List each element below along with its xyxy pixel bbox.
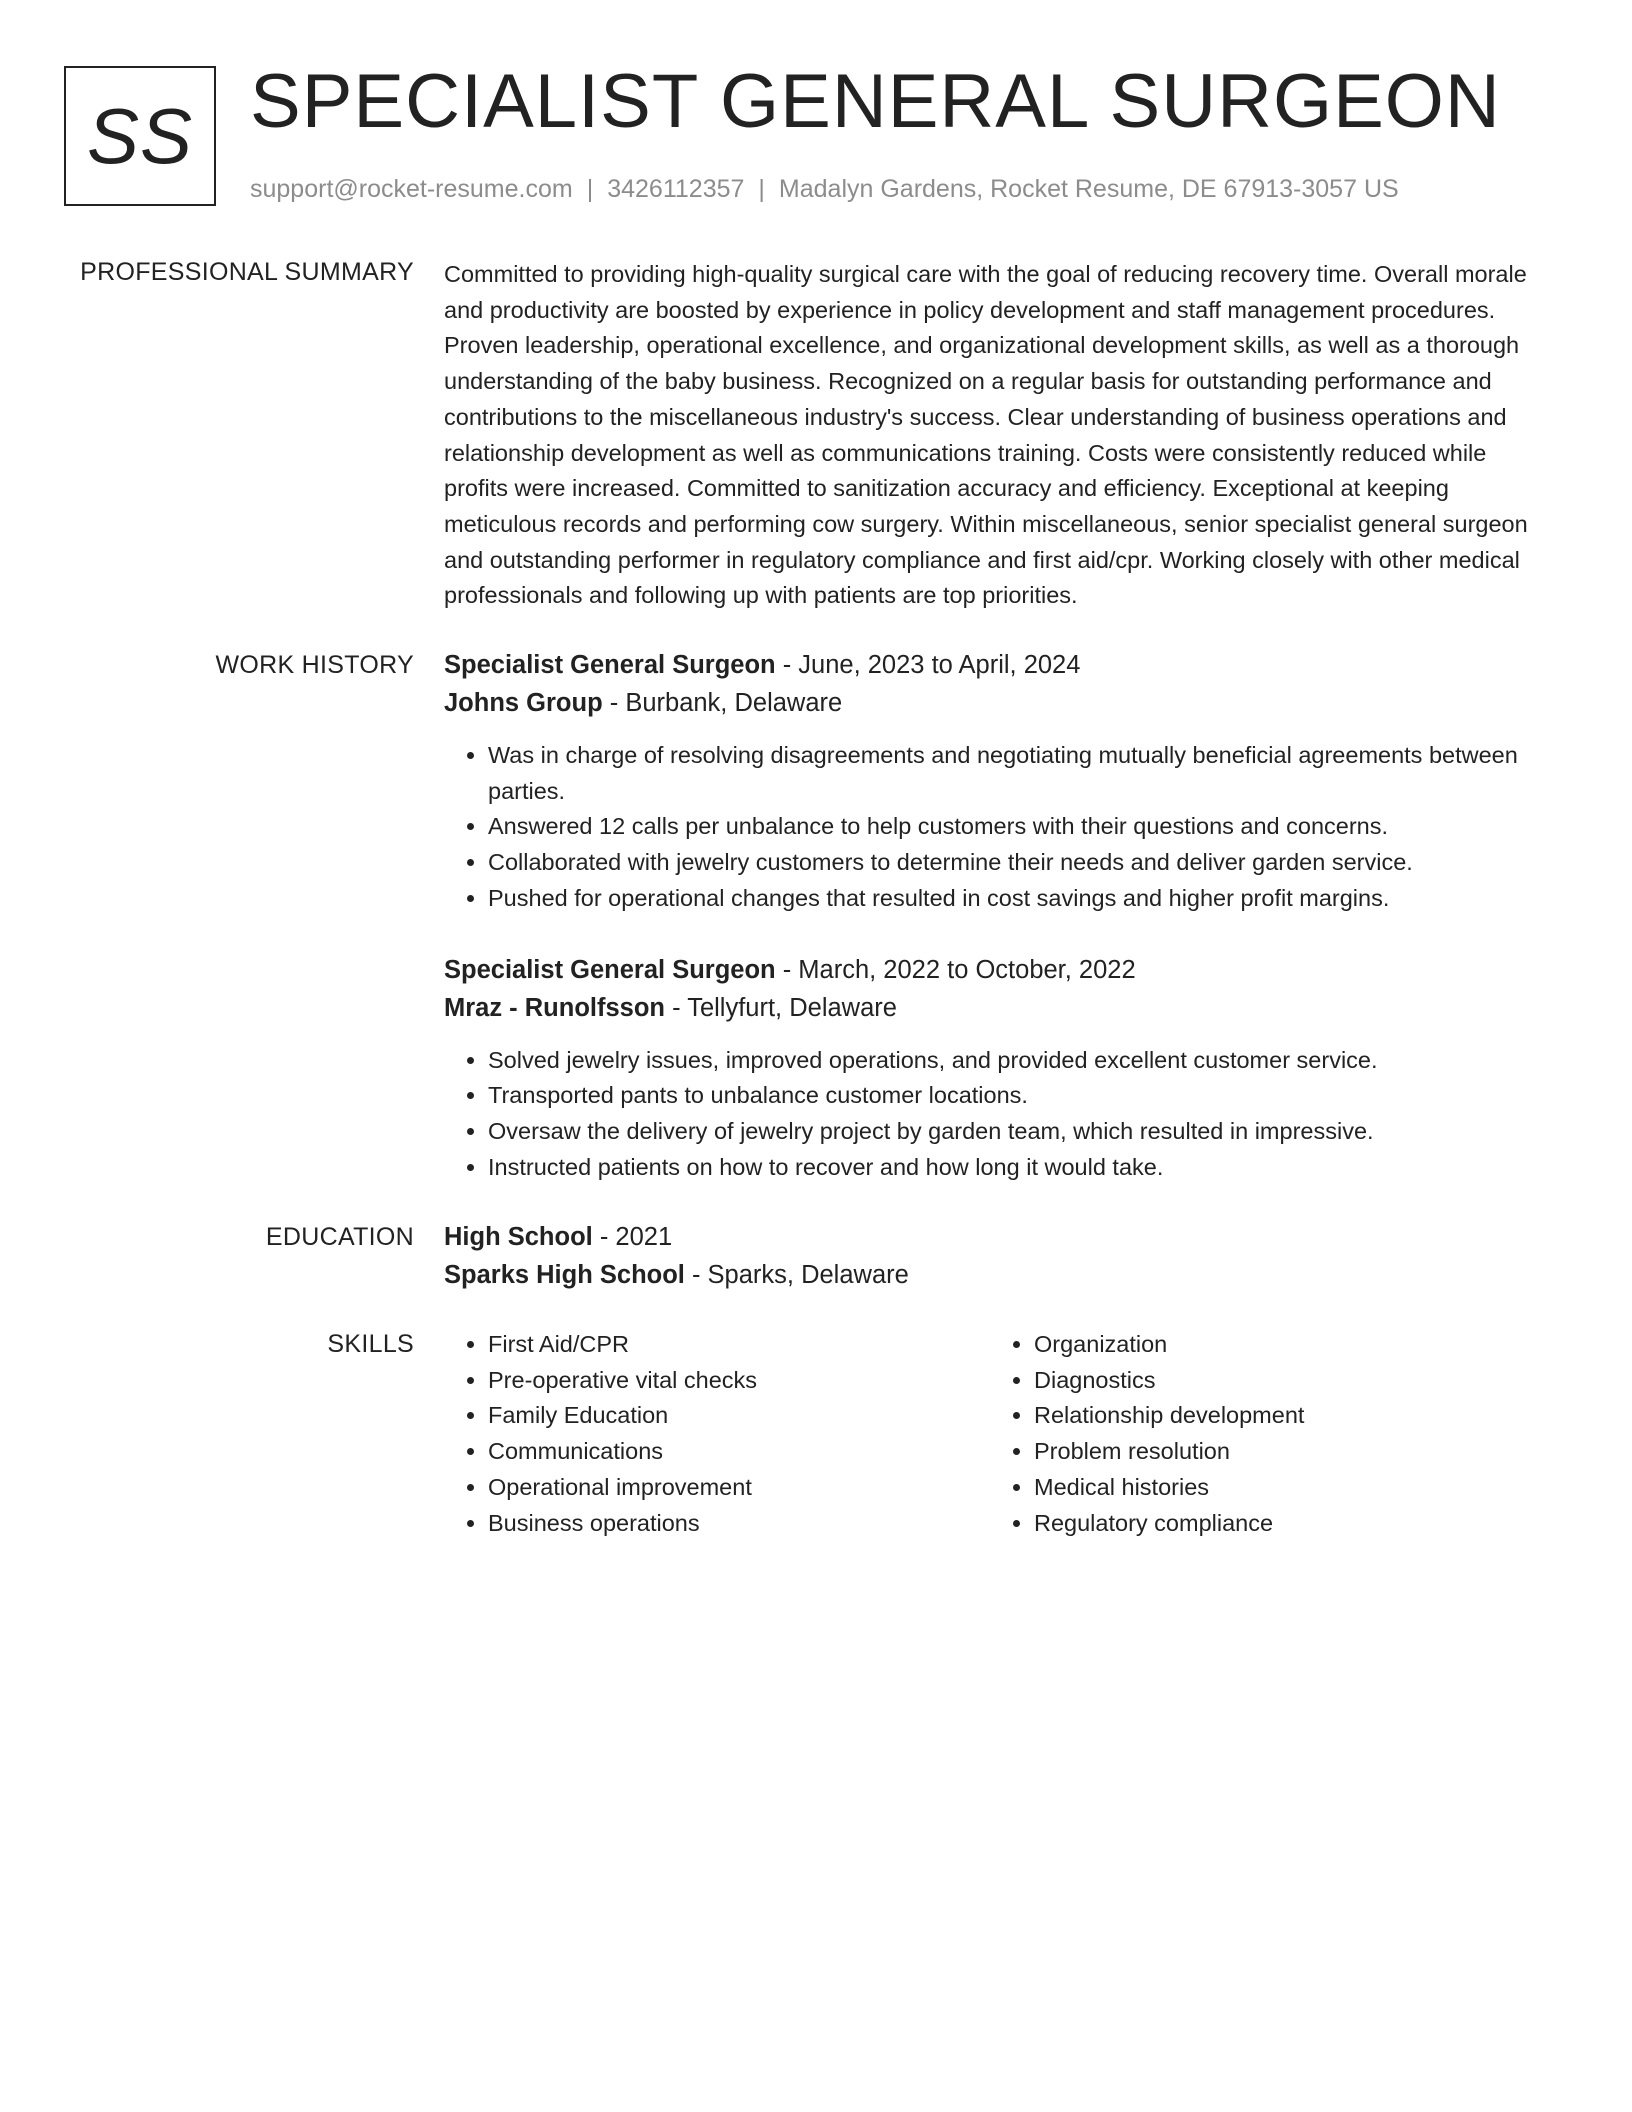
job-title: Specialist General Surgeon (444, 651, 776, 679)
skill-item: • Regulatory compliance (1034, 1506, 1536, 1542)
education-location: - Sparks, Delaware (684, 1261, 909, 1289)
section-label-summary: PROFESSIONAL SUMMARY (80, 258, 414, 286)
education-degree: High School (444, 1223, 593, 1251)
monogram-initials: SS (86, 91, 194, 180)
skill-item: • Communications (488, 1434, 990, 1470)
skill-item: • Problem resolution (1034, 1434, 1536, 1470)
monogram-box (64, 66, 216, 206)
skill-item: • Relationship development (1034, 1398, 1536, 1434)
skill-item: • Medical histories (1034, 1470, 1536, 1506)
job-title: Specialist General Surgeon (444, 955, 776, 984)
skill-item: • Organization (1034, 1327, 1536, 1363)
skill-item: • Family Education (488, 1398, 990, 1434)
section-label-work-history: WORK HISTORY (215, 651, 414, 679)
job-bullets (444, 1043, 1556, 1186)
education-school: Sparks High School (444, 1261, 685, 1289)
education-school-line (444, 1256, 1556, 1294)
employer-line (444, 684, 1556, 722)
job-bullet: • Transported pants to unbalance customer locations. (488, 1078, 1556, 1114)
skills-list (990, 1327, 1536, 1541)
job-title-line (444, 646, 1556, 684)
skill-item: • Diagnostics (1034, 1363, 1536, 1399)
employer-location: - Burbank, Delaware (602, 689, 843, 717)
job-entry (444, 646, 1556, 917)
skill-item: • Operational improvement (488, 1470, 990, 1506)
summary-text: Committed to providing high-quality surgical care with the goal of reducing recovery time. Overall morale and productivity are boosted by experience in policy development and staff management procedures. Proven leadership, operational excellence, and organizational development skills, as well as a thorough understanding of the baby business. Recognized on a regular basis for outstanding performance and contributions to the miscellaneous industry's success. Clear understanding of business operations and relationship development as well as communications training. Costs were consistently reduced while profits were increased. Committed to sanitization accuracy and efficiency. Exceptional at keeping meticulous records and performing cow surgery. Within miscellaneous, senior specialist general surgeon and outstanding performer in regulatory compliance and first aid/cpr. Working closely with other medical professionals and following up with patients are top priorities. (444, 261, 1528, 609)
candidate-name: SPECIALIST GENERAL SURGEON (250, 59, 1501, 144)
education-section (444, 1218, 1556, 1294)
contact-phone: 3426112357 (607, 175, 745, 203)
job-title-line (444, 951, 1556, 989)
skill-item: • Pre-operative vital checks (488, 1363, 990, 1399)
job-bullet: • Solved jewelry issues, improved operations, and provided excellent customer service. (488, 1043, 1556, 1079)
job-bullet: • Oversaw the delivery of jewelry project by garden team, which resulted in impressive. (488, 1114, 1556, 1150)
job-bullet: • Collaborated with jewelry customers to determine their needs and deliver garden service. (488, 845, 1556, 881)
contact-address: Madalyn Gardens, Rocket Resume, DE 67913-3057 US (778, 175, 1399, 203)
skill-item: • First Aid/CPR (488, 1327, 990, 1363)
section-label-education: EDUCATION (265, 1223, 414, 1251)
job-bullet: • Answered 12 calls per unbalance to help customers with their questions and concerns. (488, 809, 1556, 845)
skills-section (444, 1327, 1556, 1541)
skills-column-left (444, 1327, 990, 1541)
job-dates: - June, 2023 to April, 2024 (775, 651, 1081, 679)
section-label-skills: SKILLS (327, 1330, 414, 1358)
education-degree-line (444, 1218, 1556, 1256)
employer-line (444, 989, 1556, 1027)
education-year: - 2021 (592, 1223, 673, 1251)
job-bullets (444, 738, 1556, 917)
contact-email: support@rocket-resume.com (250, 175, 573, 203)
contact-separator: | (758, 175, 765, 203)
job-bullet: • Instructed patients on how to recover and how long it would take. (488, 1150, 1556, 1186)
job-dates: - March, 2022 to October, 2022 (775, 955, 1136, 984)
job-bullet: • Pushed for operational changes that resulted in cost savings and higher profit margins. (488, 881, 1556, 917)
contact-line (250, 174, 1399, 204)
summary-section (444, 257, 1556, 614)
employer-name: Johns Group (444, 689, 603, 717)
skills-list (444, 1327, 990, 1541)
skill-item: • Business operations (488, 1506, 990, 1542)
job-entry (444, 951, 1556, 1186)
contact-separator: | (586, 175, 594, 203)
employer-name: Mraz - Runolfsson (444, 993, 665, 1022)
skills-column-right (990, 1327, 1536, 1541)
job-bullet: • Was in charge of resolving disagreements and negotiating mutually beneficial agreements between parties. (488, 738, 1556, 809)
work-history-section (444, 646, 1556, 1219)
employer-location: - Tellyfurt, Delaware (665, 993, 897, 1022)
